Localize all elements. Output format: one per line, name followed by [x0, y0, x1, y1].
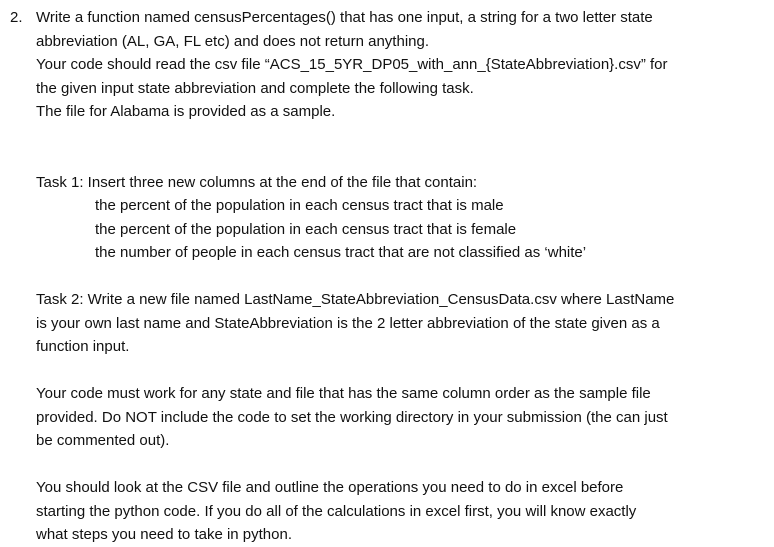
- task1-item: the percent of the population in each census tract that is male: [95, 197, 504, 214]
- advice-line: starting the python code. If you do all of the calculations in excel first, you will know exactly: [36, 502, 637, 520]
- intro-line: Write a function named censusPercentages() that has one input, a string for a two letter state: [36, 9, 653, 26]
- task1-item: the number of people in each census tract that are not classified as ‘white’: [95, 244, 587, 261]
- task2-section: [36, 288, 766, 359]
- task1-section: [36, 171, 766, 265]
- task2-line: is your own last name and StateAbbreviation is the 2 letter abbreviation of the state given as a: [36, 314, 660, 332]
- note-line: be commented out).: [36, 432, 170, 449]
- advice-line: You should look at the CSV file and outline the operations you need to do in excel before: [36, 479, 624, 496]
- task2-line: Task 2: Write a new file named LastName_StateAbbreviation_CensusData.csv where LastName: [36, 291, 675, 308]
- note-line: Your code must work for any state and file that has the same column order as the sample file: [36, 385, 651, 402]
- task1-heading: Task 1: Insert three new columns at the end of the file that contain:: [36, 173, 478, 191]
- intro-line: the given input state abbreviation and complete the following task.: [36, 79, 474, 97]
- advice-line: what steps you need to take in python.: [36, 526, 293, 543]
- question-body: [36, 6, 766, 547]
- intro-line: Your code should read the csv file “ACS_15_5YR_DP05_with_ann_{StateAbbreviation}.csv” for: [36, 56, 668, 73]
- note-paragraph: [36, 382, 766, 453]
- intro-line: abbreviation (AL, GA, FL etc) and does not return anything.: [36, 32, 430, 50]
- task1-list: [36, 194, 766, 265]
- advice-paragraph: [36, 476, 766, 547]
- task2-line: function input.: [36, 338, 130, 355]
- paragraph-spacer: [36, 265, 766, 289]
- task1-item: the percent of the population in each census tract that is female: [95, 220, 517, 238]
- paragraph-spacer: [36, 147, 766, 171]
- intro-paragraph: [36, 6, 766, 124]
- intro-line: The file for Alabama is provided as a sample.: [36, 103, 336, 120]
- paragraph-spacer: [36, 124, 766, 148]
- paragraph-spacer: [36, 359, 766, 383]
- question-number: 2.: [10, 9, 23, 26]
- note-line: provided. Do NOT include the code to set the working directory in your submission (the can just: [36, 408, 668, 426]
- paragraph-spacer: [36, 453, 766, 477]
